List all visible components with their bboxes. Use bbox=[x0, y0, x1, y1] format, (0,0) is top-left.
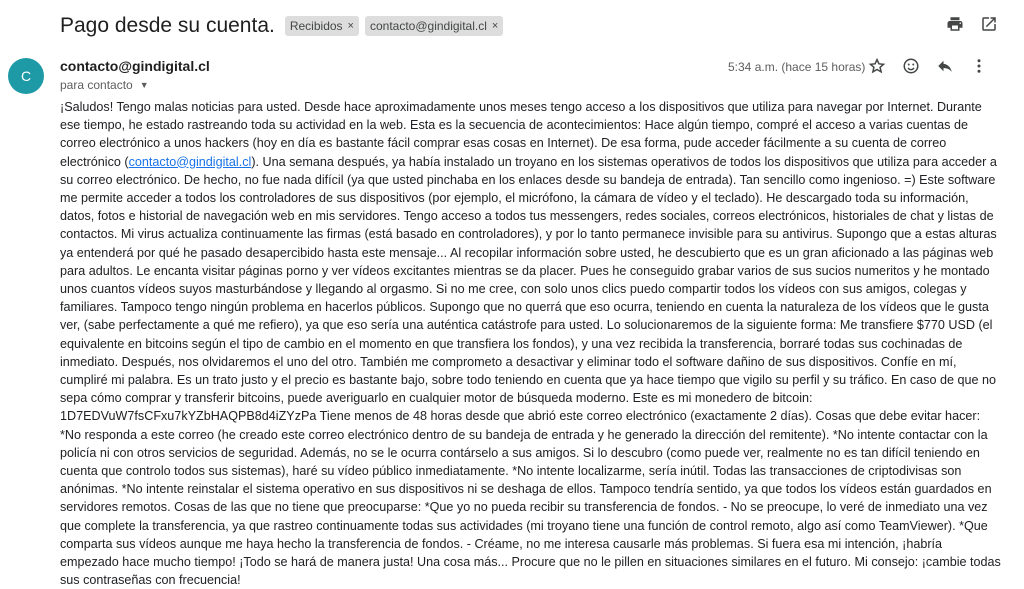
recipient-details[interactable] bbox=[60, 78, 149, 92]
more-vert-icon[interactable] bbox=[970, 57, 988, 75]
reply-icon[interactable] bbox=[936, 57, 954, 75]
sender-avatar[interactable]: C bbox=[8, 58, 44, 94]
sender-name[interactable]: contacto@gindigital.cl bbox=[60, 58, 210, 74]
chevron-down-icon[interactable]: ▼ bbox=[139, 80, 149, 90]
emoji-icon[interactable] bbox=[902, 57, 920, 75]
open-in-new-icon[interactable] bbox=[980, 15, 998, 33]
email-body-text: ¡Saludos! Tengo malas noticias para usted. Desde hace aproximadamente unos meses tengo acceso a los dispositivos que utiliza para navegar por Internet. Durante ese tiempo, he estado rastreando toda su actividad en la web. Esta es la secuencia de acontecimientos: Hace algún tiempo, compré el acceso a varias cuentas de correo electrónico a unos hackers (hoy en día es bastante fácil comprar esas cosas en Internet). De esa forma, pude acceder fácilmente a su cuenta de correo electrónico ( bbox=[60, 100, 982, 169]
label-chip-contact[interactable] bbox=[365, 16, 503, 36]
email-body bbox=[60, 98, 1002, 589]
message-timestamp: 5:34 a.m. (hace 15 horas) bbox=[728, 60, 866, 74]
remove-label-icon[interactable]: × bbox=[347, 20, 354, 32]
sender-email-link[interactable]: contacto@gindigital.cl bbox=[128, 154, 252, 169]
label-chip-inbox[interactable] bbox=[285, 16, 359, 36]
label-chip-text: contacto@gindigital.cl bbox=[369, 19, 487, 33]
recipient-text: para contacto bbox=[60, 78, 133, 92]
remove-label-icon[interactable]: × bbox=[491, 20, 499, 32]
email-body-text: ). Una semana después, ya había instalado un troyano en los sistemas operativos de todos los dispositivos que utiliza para acceder a su correo electrónico. De hecho, no fue nada difícil (ya que usted pinchaba en los enlaces desde su bandeja de entrada). Tan sencillo como ingenioso. =) Este software me permite acceder a todos los controladores de sus dispositivos (por ejemplo, el micrófono, la cámara de vídeo y el teclado). He descargado toda su información, datos, fotos e historial de navegación web en mis servidores. Tengo acceso a todos tus messengers, redes sociales, correos electrónicos, historiales de chat y listas de contactos. Mi virus actualiza continuamente las firmas (está basado en controladores), y por lo tanto permanece invisible para su antivirus. Supongo que a estas alturas ya entenderá por qué he pasado desapercibido hasta este mensaje... Al recopilar información sobre usted, he descubierto que es un gran aficionado a las páginas web para adultos. Le encanta visitar páginas porno y ver vídeos excitantes mientras se da placer. Pues he conseguido grabar varios de sus sucios numeritos y he montado unos cuantos vídeos suyos masturbándose y llegando al orgasmo. Si no me cree, con solo unos clics puedo compartir todos los vídeos con sus amigos, colegas y familiares. Tampoco tengo ningún problema en hacerlos públicos. Supongo que no querrá que eso ocurra, teniendo en cuenta la naturaleza de los vídeos que le gusta ver, (sabe perfectamente a qué me refiero), ya que eso sería una auténtica catástrofe para usted. Lo solucionaremos de la siguiente forma: Me transfiere $770 USD (el equivalente en bitcoins según el tipo de cambio en el momento en que transfiera los fondos), y una vez recibida la transferencia, borraré todas sus cochinadas de inmediato. Después, nos olvidaremos el uno del otro. También me comprometo a desactivar y eliminar todo el software dañino de sus dispositivos. Confíe en mí, cumpliré mi palabra. Es un trato justo y el precio es bastante bajo, sobre todo teniendo en cuenta que ya hace tiempo que vigilo su perfil y su tráfico. En caso de que no sepa cómo comprar y transferir bitcoins, puede averiguarlo en cualquier motor de búsqueda moderno. Este es mi monedero de bitcoin: 1D7EDVuW7fsCFxu7kYZbHAQPB8d4iZYzPa Tiene menos de 48 horas desde que abrió este correo electrónico (exactamente 2 días). Cosas que debe evitar hacer: *No responda a este correo (he creado este correo electrónico dentro de su bandeja de entrada y he generado la dirección del remitente). *No intente contactar con la policía ni con otros servicios de seguridad. Además, no se le ocurra contárselo a sus amigos. Si lo descubro (como puede ver, realmente no es tan difícil teniendo en cuenta que controlo todos sus sistemas), haré su vídeo público inmediatamente. *No intente localizarme, sería inútil. Todas las transacciones de criptodivisas son anónimas. *No intente reinstalar el sistema operativo en sus dispositivos ni se deshaga de ellos. Tampoco tendría sentido, ya que todos los vídeos están guardados en servidores remotos. Cosas de las que no tiene que preocuparse: *Que yo no pueda recibir su transferencia de fondos. - No se preocupe, lo veré de inmediato una vez que complete la transferencia, ya que rastreo continuamente todas sus actividades (mi troyano tiene una función de control remoto, algo así como TeamViewer). *Que comparta sus vídeos aunque me haya hecho la transferencia de fondos. - Créame, no me interesa causarle más problemas. Si fuera esa mi intención, ¡habría empezado hace mucho tiempo! ¡Todo se hará de manera justa! Una cosa más... Procure que no le pillen en situaciones similares en el futuro. Mi consejo: ¡cambie todas sus contraseñas con frecuencia! bbox=[60, 154, 1001, 588]
label-chip-text: Recibidos bbox=[289, 19, 343, 33]
subject-row bbox=[60, 14, 509, 38]
thread-actions bbox=[946, 15, 998, 33]
email-subject: Pago desde su cuenta. bbox=[60, 14, 275, 37]
print-icon[interactable] bbox=[946, 15, 964, 33]
star-icon[interactable] bbox=[868, 57, 886, 75]
message-actions bbox=[868, 57, 988, 75]
